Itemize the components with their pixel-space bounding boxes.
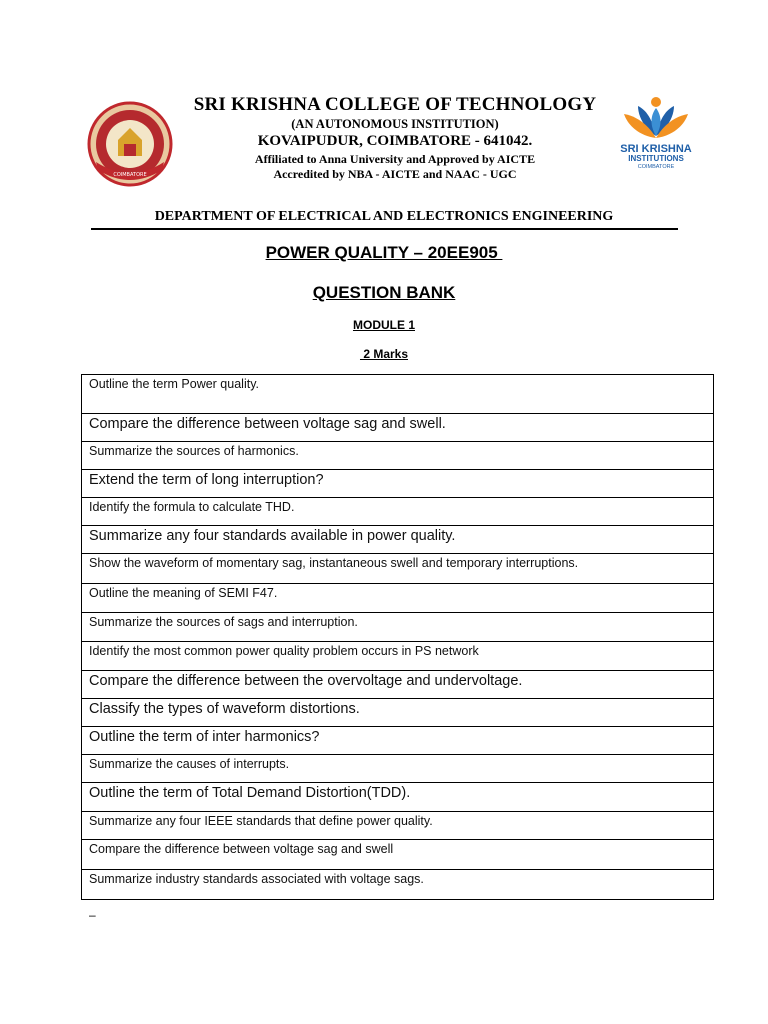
question-cell: Classify the types of waveform distortions. (82, 699, 714, 727)
question-cell: Summarize the sources of harmonics. (82, 442, 714, 470)
table-row (82, 671, 714, 699)
logo-brand: SRI KRISHNA (620, 143, 692, 155)
table-row (82, 642, 714, 671)
affiliation-line: Affiliated to Anna University and Approved by AICTE (254, 152, 536, 166)
table-row (82, 498, 714, 526)
question-cell: Compare the difference between voltage sag and swell (82, 840, 714, 870)
question-cell: Outline the meaning of SEMI F47. (82, 584, 714, 613)
question-cell: Summarize the sources of sags and interruption. (82, 613, 714, 642)
question-cell: Summarize any four IEEE standards that define power quality. (82, 812, 714, 840)
question-cell: Identify the most common power quality problem occurs in PS network (82, 642, 714, 671)
table-row (82, 727, 714, 755)
college-name: SRI KRISHNA COLLEGE OF TECHNOLOGY (193, 94, 597, 115)
marks-heading: 2 Marks (359, 347, 409, 361)
course-title: POWER QUALITY – 20EE905 (265, 243, 503, 262)
logo-sub2: COIMBATORE (637, 164, 675, 170)
table-row (82, 442, 714, 470)
question-cell: Identify the formula to calculate THD. (82, 498, 714, 526)
question-cell: Outline the term of inter harmonics? (82, 727, 714, 755)
table-row (82, 840, 714, 870)
table-row (82, 755, 714, 783)
table-row (82, 526, 714, 554)
module-heading: MODULE 1 (352, 318, 415, 332)
department-title: DEPARTMENT OF ELECTRICAL AND ELECTRONICS ENGINEERING (154, 209, 614, 224)
question-cell: Outline the term Power quality. (82, 375, 714, 414)
questions-table (81, 374, 714, 900)
header-divider (91, 228, 678, 230)
autonomous-status: (AN AUTONOMOUS INSTITUTION) (291, 117, 499, 131)
accreditation-line: Accredited by NBA - AICTE and NAAC - UGC (273, 167, 517, 181)
table-row (82, 613, 714, 642)
question-cell: Outline the term of Total Demand Distortion(TDD). (82, 783, 714, 812)
table-row (82, 783, 714, 812)
table-row (82, 554, 714, 584)
table-row (82, 870, 714, 900)
college-address: KOVAIPUDUR, COIMBATORE - 641042. (257, 133, 533, 149)
question-cell: Summarize any four standards available in power quality. (82, 526, 714, 554)
question-cell: Summarize industry standards associated with voltage sags. (82, 870, 714, 900)
question-cell: Summarize the causes of interrupts. (82, 755, 714, 783)
table-row (82, 584, 714, 613)
table-row (82, 470, 714, 498)
question-bank-title: QUESTION BANK (312, 283, 456, 302)
question-cell: Compare the difference between the overvoltage and undervoltage. (82, 671, 714, 699)
question-cell: Compare the difference between voltage sag and swell. (82, 414, 714, 442)
table-row (82, 375, 714, 414)
table-row (82, 699, 714, 727)
table-row (82, 414, 714, 442)
trailing-dash: – (89, 908, 96, 922)
table-row (82, 812, 714, 840)
question-cell: Extend the term of long interruption? (82, 470, 714, 498)
seal-text: COIMBATORE (113, 172, 147, 178)
question-cell: Show the waveform of momentary sag, instantaneous swell and temporary interruptions. (82, 554, 714, 584)
logo-sub1: INSTITUTIONS (628, 154, 684, 163)
